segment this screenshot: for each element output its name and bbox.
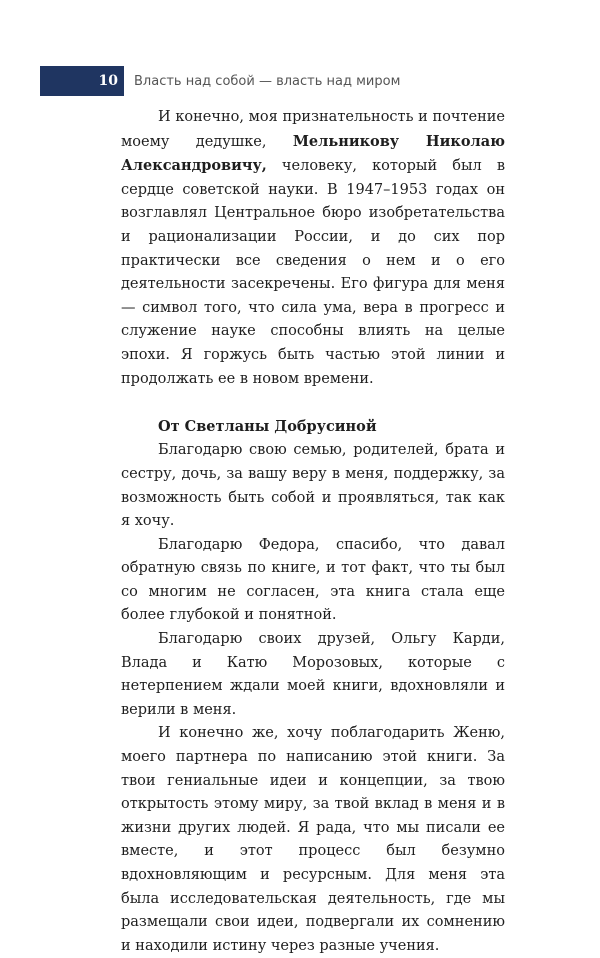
page-header	[40, 66, 400, 96]
section-heading-wrap	[121, 415, 505, 440]
paragraph-family: Благодарю свою семью, родителей, брата и сестру, дочь, за вашу веру в меня, поддержку, за возможность быть собой и проявляться, так как я хочу.	[121, 442, 505, 530]
paragraph-fedor: Благодарю Федора, спасибо, что давал обратную связь по книге, и тот факт, что ты был со многим не согласен, эта книга стала еще более глубокой и понятной.	[121, 536, 505, 624]
body-text	[121, 106, 505, 958]
paragraph-grandfather-rest: человеку, который был в сердце советской науки. В 1947–1953 годах он возглавлял Центральное бюро изобретательства и рационализации России, и до сих пор практически все сведения о нем и о его деятельности засекречены. Его фигура для меня — символ того, что сила ума, вера в прогресс и служение науке способны влиять на целые эпохи. Я горжусь быть частью этой линии и продолжать ее в новом времени.	[121, 158, 505, 387]
page-number-box	[40, 66, 124, 96]
paragraph-grandfather-intro: И конечно, моя признательность и почтение моему дедушке,	[121, 109, 505, 150]
grandfather-name: Мельникову Николаю Александровичу,	[121, 132, 505, 175]
paragraph-grandfather	[121, 106, 505, 391]
running-title: Власть над собой — власть над миром	[134, 73, 401, 89]
paragraph-friends: Благодарю своих друзей, Ольгу Карди, Влада и Катю Морозовых, которые с нетерпением ждали моей книги, вдохновляли и верили в меня.	[121, 631, 505, 718]
paragraph-zhenya: И конечно же, хочу поблагодарить Женю, моего партнера по написанию этой книги. За твои гениальные идеи и концепции, за твою открытость этому миру, за твой вклад в меня и в жизни других людей. Я рада, что мы писали ее вместе, и этот процесс был безумно вдохновляющим и ресурсным. Для меня эта была исследовательская деятельность, где мы размещали свои идеи, подвергали их сомнению и находили истину через разные учения.	[121, 725, 505, 954]
section-heading: От Светланы Добрусиной	[158, 417, 377, 435]
page-number: 10	[98, 73, 118, 89]
